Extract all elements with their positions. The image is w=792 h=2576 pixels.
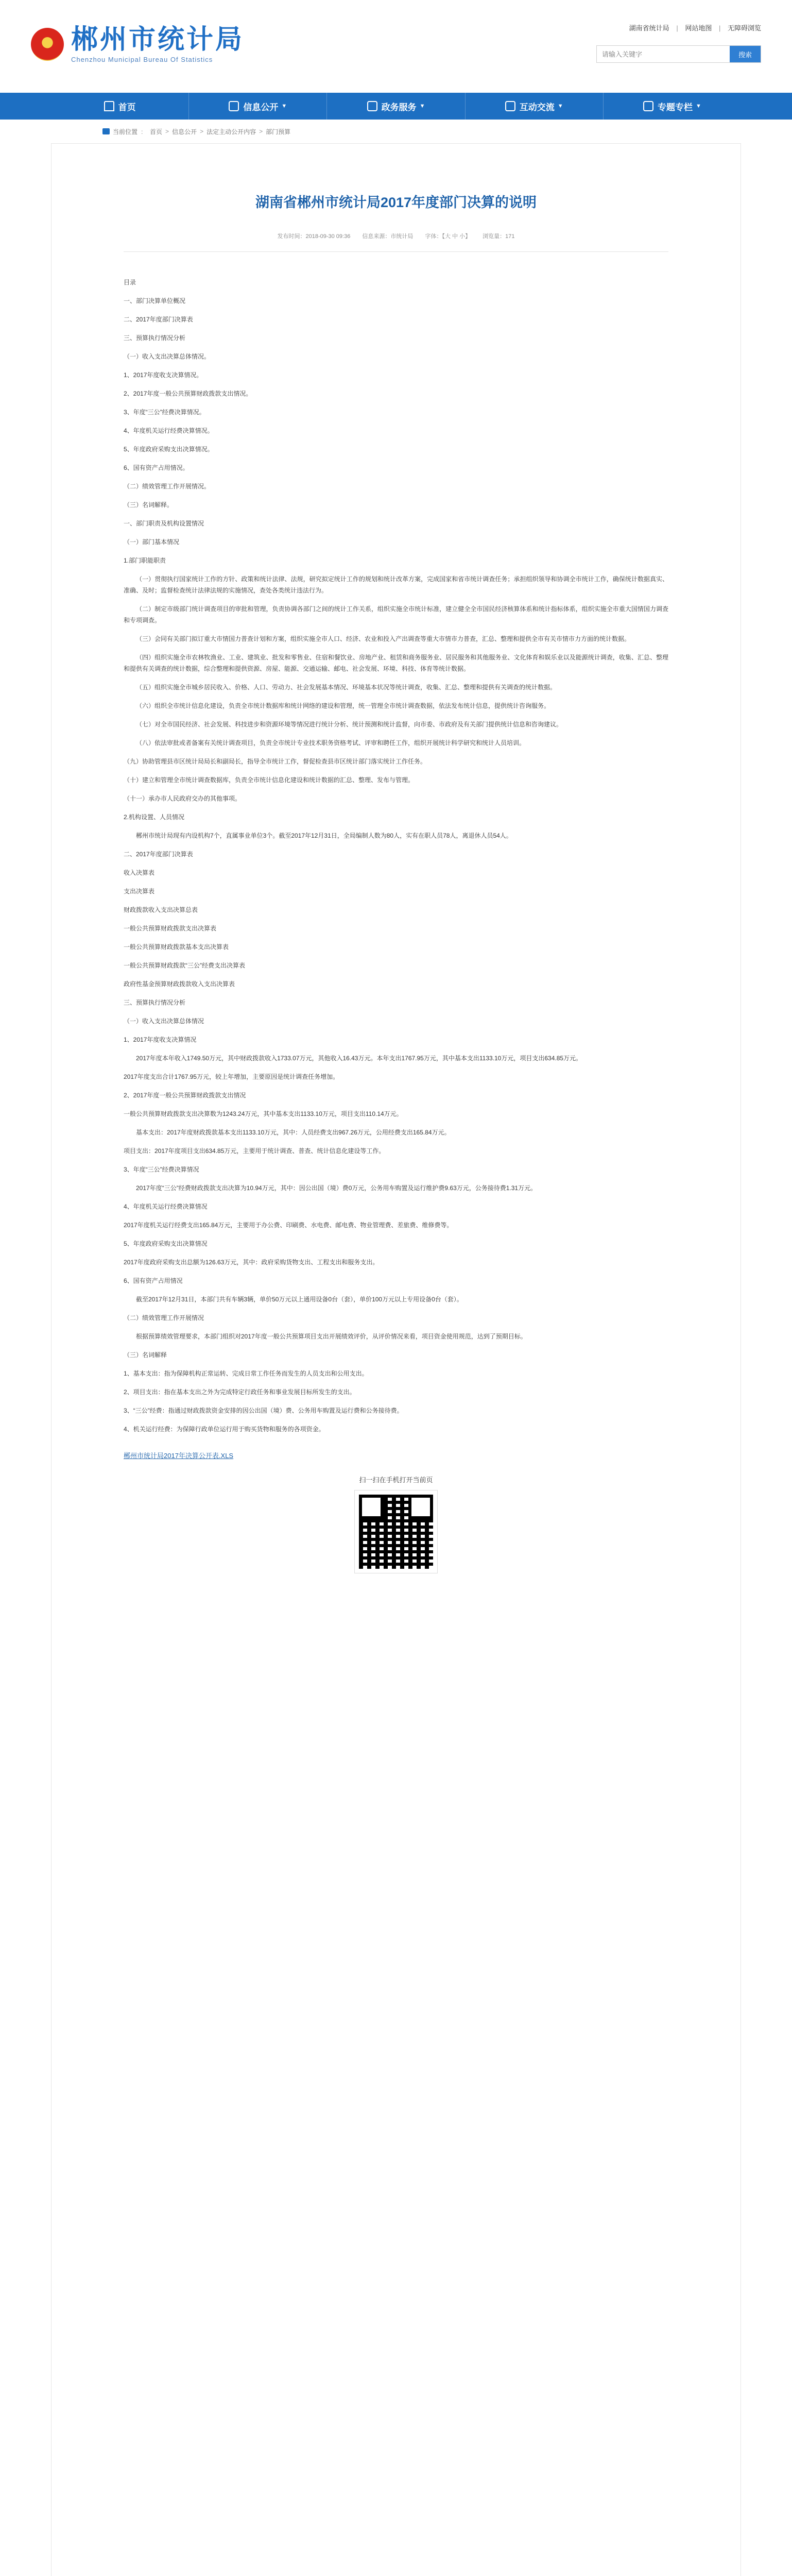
article-paragraph: 6、国有资产占用情况。	[124, 464, 189, 471]
breadcrumb: 当前位置 ： 首页 > 信息公开 > 法定主动公开内容 > 部门预算	[51, 120, 741, 143]
national-emblem-icon	[31, 28, 64, 61]
search-box	[596, 45, 761, 63]
topic-icon	[643, 101, 653, 111]
article-paragraph: 2017年度政府采购支出总额为126.63万元，其中：政府采购货物支出、工程支出和服务支出。	[124, 1259, 379, 1266]
article-paragraph: 1、2017年度收支决算情况	[124, 1036, 197, 1043]
article-paragraph: （一）收入支出决算总体情况	[124, 1018, 204, 1025]
article-paragraph: 2017年度机关运行经费支出165.84万元，主要用于办公费、印刷费、水电费、邮电费、物业管理费、差旅费、维修费等。	[124, 1222, 453, 1229]
article-paragraph: 财政拨款收入支出决算总表	[124, 906, 198, 913]
article-body	[124, 277, 668, 1435]
service-icon	[367, 101, 377, 111]
site-logo[interactable]	[31, 25, 244, 63]
article-paragraph: 一般公共预算财政拨款支出决算表	[124, 925, 217, 932]
nav-item-home[interactable]: 首页	[51, 93, 189, 120]
article-paragraph: 一般公共预算财政拨款“三公”经费支出决算表	[124, 962, 245, 969]
article-paragraph: 3、“三公”经费：指通过财政拨款资金安排的因公出国（境）费、公务用车购置及运行费和公务接待费。	[124, 1407, 403, 1414]
article-paragraph: 1、2017年度收支决算情况。	[124, 371, 203, 379]
article-paragraph: 6、国有资产占用情况	[124, 1277, 183, 1284]
article-paragraph: 2017年度支出合计1767.95万元，较上年增加，主要原因是统计调查任务增加。	[124, 1073, 339, 1080]
article-paragraph: 2、项目支出：指在基本支出之外为完成特定行政任务和事业发展目标所发生的支出。	[124, 1388, 356, 1396]
nav-item-topics[interactable]: 专题专栏 ▼	[604, 93, 741, 120]
top-link-province[interactable]: 湖南省统计局	[629, 24, 669, 32]
article-paragraph: （四）组织实施全市农林牧渔业、工业、建筑业、批发和零售业、住宿和餐饮业、房地产业、租赁和商务服务业、居民服务和其他服务业、文化体育和娱乐业以及能源统计调查，收集、汇总、整理和提供有关调查的统计数据，综合整理和提供资源、房屋、能源、交通运输、邮电、社会发展、环境、科技、体育等统计数据。	[124, 654, 668, 672]
meta-date: 发布时间：2018-09-30 09:36	[277, 233, 351, 240]
meta-source: 信息来源：市统计局	[362, 233, 414, 240]
article-paragraph: （一）贯彻执行国家统计工作的方针、政策和统计法律、法规，研究拟定统计工作的规划和统计改革方案，完成国家和省市统计调查任务；承担组织领导和协调全市统计工作，确保统计数据真实、准确、及时；监督检查统计法律法规的实施情况，查处各类统计违法行为。	[124, 575, 668, 594]
chevron-down-icon: ▼	[557, 103, 563, 109]
article-paragraph: （九）协助管理县市区统计局局长和副局长，指导全市统计工作，督促检查县市区统计部门落实统计工作任务。	[124, 758, 427, 765]
article-paragraph: （十一）承办市人民政府交办的其他事项。	[124, 795, 242, 802]
article-paragraph: 2、2017年度一般公共预算财政拨款支出情况。	[124, 390, 252, 397]
nav-item-service[interactable]: 政务服务 ▼	[327, 93, 465, 120]
nav-item-interaction[interactable]: 互动交流 ▼	[466, 93, 604, 120]
article-paragraph: 3、年度“三公”经费决算情况	[124, 1166, 199, 1173]
top-link-sitemap[interactable]: 网站地图	[685, 24, 712, 32]
article-paragraph: （三）名词解释。	[124, 501, 174, 509]
breadcrumb-info[interactable]: 信息公开	[172, 128, 197, 135]
site-title-en: Chenzhou Municipal Bureau Of Statistics	[71, 56, 213, 63]
article-paragraph: 1.部门职能职责	[124, 557, 166, 564]
location-icon	[102, 128, 110, 134]
article-paragraph: 一、部门职责及机构设置情况	[124, 520, 204, 527]
article-paragraph: 5、年度政府采购支出决算情况	[124, 1240, 208, 1247]
article-paragraph: 三、预算执行情况分析	[124, 334, 186, 342]
article-paragraph: （一）部门基本情况	[124, 538, 180, 546]
article-paragraph: 郴州市统计局现有内设机构7个，直属事业单位3个。截至2017年12月31日，全局编制人数为80人，实有在职人员78人，离退休人员54人。	[136, 832, 512, 839]
article-paragraph: 收入决算表	[124, 869, 155, 876]
article-paragraph: 一般公共预算财政拨款基本支出决算表	[124, 943, 229, 951]
chevron-down-icon: ▼	[695, 103, 701, 109]
meta-font-size[interactable]: 字体：【大 中 小】	[425, 233, 471, 240]
article-paragraph: 二、2017年度部门决算表	[124, 851, 193, 858]
article-paragraph: （二）绩效管理工作开展情况	[124, 1314, 204, 1321]
article-paragraph: 截至2017年12月31日，本部门共有车辆3辆，单价50万元以上通用设备0台（套），单价100万元以上专用设备0台（套）。	[136, 1296, 463, 1303]
article-paragraph: 基本支出：2017年度财政拨款基本支出1133.10万元，其中：人员经费支出967.26万元，公用经费支出165.84万元。	[136, 1129, 451, 1136]
document-icon	[229, 101, 239, 111]
article-paragraph: （二）绩效管理工作开展情况。	[124, 483, 211, 490]
qr-label: 扫一扫在手机打开当前页	[359, 1476, 433, 1484]
article-paragraph: （七）对全市国民经济、社会发展、科技进步和资源环境等情况进行统计分析、统计预测和统计监督，向市委、市政府及有关部门提供统计信息和咨询建议。	[136, 721, 563, 728]
article-paragraph: 4、年度机关运行经费决算情况	[124, 1203, 208, 1210]
breadcrumb-legal[interactable]: 法定主动公开内容	[206, 128, 256, 135]
meta-views: 浏览量：171	[483, 233, 515, 240]
article-paragraph: （二）制定市级部门统计调查项目的审批和管理，负责协调各部门之间的统计工作关系，组织实施全市统计标准，建立健全全市国民经济核算体系和统计指标体系，组织实施全市重大国情国力调查和专项调查。	[124, 605, 668, 624]
article-paragraph: （八）依法审批或者备案有关统计调查项目，负责全市统计专业技术职务资格考试、评审和聘任工作，组织开展统计科学研究和统计人员培训。	[136, 739, 526, 747]
article-paragraph: 根据预算绩效管理要求，本部门组织对2017年度一般公共预算项目支出开展绩效评价，从评价情况来看，项目资金使用规范，达到了预期目标。	[136, 1333, 527, 1340]
nav-item-info[interactable]: 信息公开 ▼	[189, 93, 327, 120]
article-paragraph: 5、年度政府采购支出决算情况。	[124, 446, 214, 453]
site-header	[0, 0, 792, 93]
article-paragraph: （十）建立和管理全市统计调查数据库，负责全市统计信息化建设和统计数据的汇总、整理、发布与管理。	[124, 776, 415, 784]
article-paragraph: 2017年度“三公”经费财政拨款支出决算为10.94万元，其中：因公出国（境）费0万元，公务用车购置及运行维护费9.63万元，公务接待费1.31万元。	[136, 1184, 537, 1192]
article-paragraph: 3、年度“三公”经费决算情况。	[124, 409, 205, 416]
article-paragraph: 三、预算执行情况分析	[124, 999, 186, 1006]
qr-code	[355, 1490, 437, 1573]
breadcrumb-budget[interactable]: 部门预算	[266, 128, 291, 135]
article-paragraph: 政府性基金预算财政拨款收入支出决算表	[124, 980, 235, 988]
article-paragraph: （三）名词解释	[124, 1351, 167, 1359]
article-paragraph: 二、2017年度部门决算表	[124, 316, 193, 323]
article-paragraph: 2.机构设置、人员情况	[124, 814, 185, 821]
qr-block	[124, 1475, 668, 1573]
top-links: 湖南省统计局 | 网站地图 | 无障碍浏览	[629, 24, 761, 32]
site-title: 郴州市统计局	[71, 24, 245, 55]
article-paragraph: 项目支出：2017年度项目支出634.85万元，主要用于统计调查、普查、统计信息化建设等工作。	[124, 1147, 385, 1155]
article-paragraph: 支出决算表	[124, 888, 155, 895]
chevron-down-icon: ▼	[419, 103, 425, 109]
article-title: 湖南省郴州市统计局2017年度部门决算的说明	[255, 195, 537, 210]
chevron-down-icon: ▼	[281, 103, 287, 109]
breadcrumb-home[interactable]: 首页	[150, 128, 163, 135]
search-button[interactable]: 搜索	[730, 46, 761, 62]
article-paragraph: 一、部门决算单位概况	[124, 297, 186, 304]
article-paragraph: （五）组织实施全市城乡居民收入、价格、人口、劳动力、社会发展基本情况、环境基本状况等统计调查，收集、汇总、整理和提供有关调查的统计数据。	[136, 684, 557, 691]
main-nav	[0, 93, 792, 120]
article-paragraph: （三）会同有关部门拟订重大市情国力普查计划和方案，组织实施全市人口、经济、农业和投入产出调查等重大市情市力普查，汇总、整理和提供全市有关市情市力方面的统计数据。	[136, 635, 631, 642]
top-link-accessibility[interactable]: 无障碍浏览	[727, 24, 761, 32]
article-paragraph: 1、基本支出：指为保障机构正常运转、完成日常工作任务而发生的人员支出和公用支出。	[124, 1370, 368, 1377]
article-paragraph: 4、年度机关运行经费决算情况。	[124, 427, 214, 434]
article-paragraph: 2017年度本年收入1749.50万元，其中财政拨款收入1733.07万元，其他收入16.43万元。本年支出1767.95万元，其中基本支出1133.10万元，项目支出634.85万元。	[136, 1055, 582, 1062]
attachment-link[interactable]: 郴州市统计局2017年决算公开表.XLS	[124, 1452, 234, 1460]
article-paragraph: 一般公共预算财政拨款支出决算数为1243.24万元，其中基本支出1133.10万元，项目支出110.14万元。	[124, 1110, 403, 1117]
article-meta	[124, 232, 668, 252]
home-icon	[104, 101, 114, 111]
search-input[interactable]	[597, 46, 730, 62]
article	[51, 143, 741, 2576]
chat-icon	[505, 101, 515, 111]
article-paragraph: 目录	[124, 279, 136, 286]
article-paragraph: 2、2017年度一般公共预算财政拨款支出情况	[124, 1092, 246, 1099]
article-paragraph: （一）收入支出决算总体情况。	[124, 353, 211, 360]
article-paragraph: （六）组织全市统计信息化建设，负责全市统计数据库和统计网络的建设和管理，统一管理全市统计调查数据，依法发布统计信息，提供统计咨询服务。	[136, 702, 550, 709]
article-paragraph: 4、机关运行经费：为保障行政单位运行用于购买货物和服务的各项资金。	[124, 1426, 325, 1433]
